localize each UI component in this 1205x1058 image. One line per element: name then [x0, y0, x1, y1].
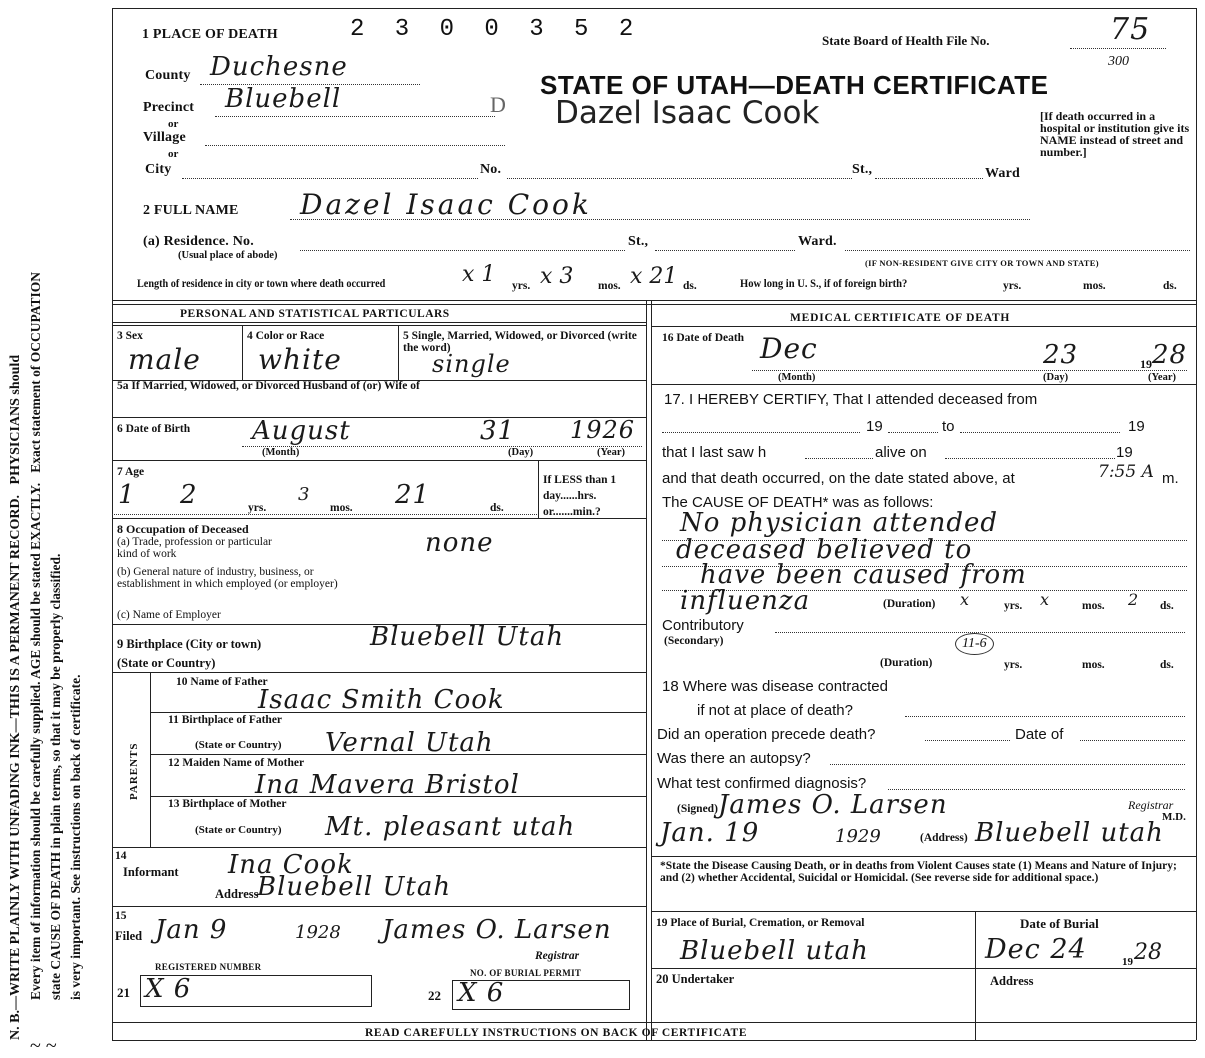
st-label: St.,	[852, 162, 873, 177]
mother-value: Ina Mavera Bristol	[255, 770, 520, 800]
footnote: *State the Disease Causing Death, or in deaths from Violent Causes state (1) Means and Nature of Injury; and (2) whether Accidental, Suicidal or Homicidal. (See reverse side for additional space.)	[660, 860, 1177, 884]
age-days: 21	[395, 480, 431, 510]
cause-line-3: have been caused from	[700, 560, 1027, 590]
name-annotation-mark: D	[490, 92, 506, 117]
filed-year: 1928	[295, 922, 341, 943]
age-years-2: 2	[180, 480, 198, 510]
cause-line-1: No physician attended	[680, 508, 998, 538]
physician-address: Bluebell utah	[975, 818, 1164, 848]
nonresident-note: (IF NON-RESIDENT GIVE CITY OR TOWN AND STATE)	[865, 258, 1099, 268]
burial-date: Dec 24	[985, 934, 1087, 965]
age-years: 1	[118, 480, 136, 510]
county-value: Duchesne	[210, 52, 348, 82]
death-year: 28	[1152, 340, 1188, 370]
ward-label: Ward	[985, 166, 1021, 181]
length-label: Length of residence in city or town where death occurred	[137, 276, 386, 290]
abode-note: (Usual place of abode)	[178, 250, 278, 261]
personal-heading: PERSONAL AND STATISTICAL PARTICULARS	[180, 308, 450, 320]
filed-date: Jan 9	[155, 915, 228, 945]
death-day: 23	[1043, 340, 1079, 370]
residence-label: (a) Residence. No.	[143, 234, 254, 249]
burial-year: 28	[1134, 940, 1162, 965]
informant-address: Bluebell Utah	[257, 872, 452, 902]
hospital-note: [If death occurred in a hospital or institution give its NAME instead of street and number.]	[1040, 109, 1190, 159]
length-years: x 1	[462, 262, 496, 287]
signed-date: Jan. 19	[660, 818, 760, 848]
file-no-extra: 300	[1108, 54, 1129, 69]
file-no-label: State Board of Health File No.	[822, 33, 990, 48]
registered-number: X 6	[145, 974, 192, 1004]
marital-value: single	[432, 350, 511, 378]
no-label: No.	[480, 162, 502, 177]
sex-value: male	[128, 343, 201, 376]
frame-bottom	[112, 1040, 1196, 1041]
signed-year: 1929	[835, 826, 881, 847]
county-label: County	[145, 68, 191, 83]
death-time: 7:55 A	[1098, 462, 1154, 482]
physician-signature: James O. Larsen	[718, 790, 948, 820]
contributory-mark: 11-6	[955, 633, 994, 655]
frame-right	[1196, 8, 1197, 1040]
frame-top	[112, 8, 1196, 9]
village-label: Village	[143, 130, 186, 145]
certify-statement: 17. I HEREBY CERTIFY, That I attended deceased from	[664, 391, 1038, 408]
informant-value: Ina Cook	[228, 850, 354, 880]
dob-year: 1926	[570, 416, 636, 444]
father-value: Isaac Smith Cook	[258, 685, 505, 715]
side-note-1: N. B.—WRITE PLAINLY WITH UNFADING INK—THIS IS A PERMANENT RECORD. PHYSICIANS should	[8, 354, 23, 1040]
dob-month: August	[252, 416, 351, 446]
center-divider	[646, 300, 647, 1040]
frame-left	[112, 8, 113, 1040]
length-days: x 21	[630, 264, 678, 289]
us-label: How long in U. S., if of foreign birth?	[740, 276, 908, 290]
margin-mark: ~ ~	[30, 1035, 57, 1057]
death-month: Dec	[760, 332, 818, 365]
registrar-signature: James O. Larsen	[382, 915, 612, 945]
occupation-value: none	[425, 528, 494, 558]
mother-birthplace-value: Mt. pleasant utah	[325, 812, 576, 842]
parents-label: PARENTS	[128, 742, 140, 800]
precinct-value: Bluebell	[225, 84, 342, 114]
side-note-4: is very important. See instructions on back of certificate.	[68, 674, 83, 1000]
father-birthplace-value: Vernal Utah	[325, 728, 494, 758]
side-note-2: Every item of information should be carefully supplied. AGE should be stated EXACTLY. Exact statement of OCCUPATION	[28, 271, 43, 1000]
cause-line-4: influenza	[680, 586, 811, 616]
place-of-death-label: 1 PLACE OF DEATH	[142, 27, 278, 42]
side-note-3: state CAUSE OF DEATH in plain terms, so that it may be properly classified.	[48, 553, 63, 1000]
full-name-value: Dazel Isaac Cook	[300, 188, 592, 221]
precinct-label: Precinct	[143, 100, 195, 115]
certificate-title: STATE OF UTAH—DEATH CERTIFICATE	[540, 70, 1049, 100]
certificate-number: 2 3 0 0 3 5 2	[350, 16, 642, 43]
birthplace-value: Bluebell Utah	[370, 622, 565, 652]
footer-instructions: READ CAREFULLY INSTRUCTIONS ON BACK OF CERTIFICATE	[365, 1027, 748, 1039]
less-than-label: If LESS than 1 day......hrs. or.......min.?	[543, 474, 617, 518]
city-label: City	[145, 162, 172, 177]
file-no: 75	[1110, 12, 1151, 47]
color-value: white	[258, 343, 342, 376]
dob-day: 31	[480, 416, 516, 446]
full-name-label: 2 FULL NAME	[143, 203, 239, 218]
length-months: x 3	[540, 264, 574, 289]
spouse-label: 5a If Married, Widowed, or Divorced Husband of (or) Wife of	[117, 380, 420, 392]
burial-place: Bluebell utah	[680, 936, 869, 966]
burial-permit: X 6	[458, 978, 505, 1008]
age-months: 3	[298, 484, 311, 505]
name-annotation: Dazel Isaac Cook	[555, 95, 820, 131]
medical-heading: MEDICAL CERTIFICATE OF DEATH	[790, 312, 1011, 324]
cause-line-2: deceased believed to	[676, 535, 973, 565]
